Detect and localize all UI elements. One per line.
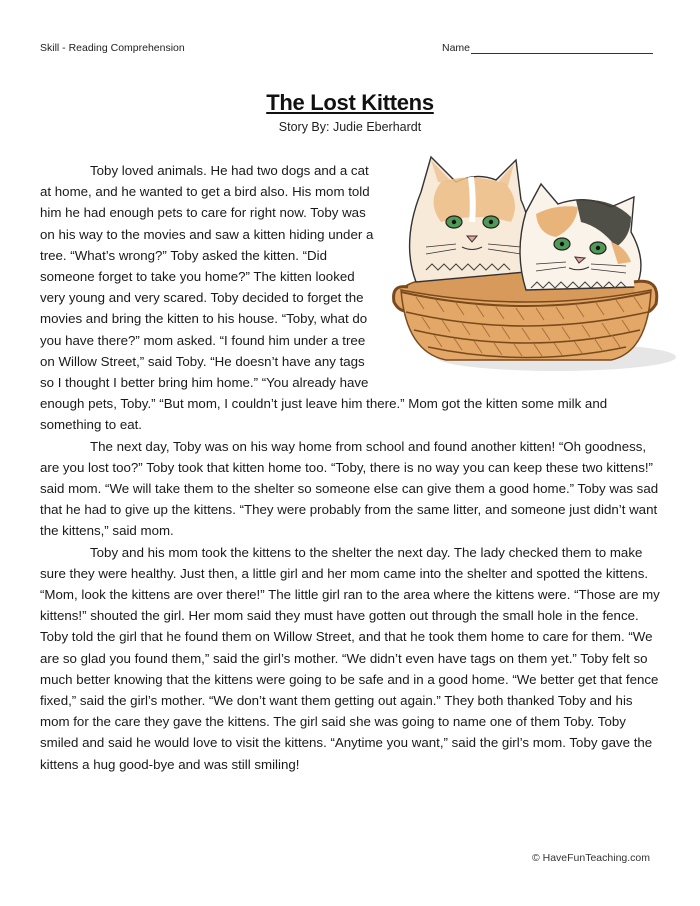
name-blank-line[interactable] [471, 42, 653, 54]
kittens-in-basket-illustration [386, 152, 676, 377]
copyright-footer: © HaveFunTeaching.com [531, 852, 650, 864]
story-paragraph-2: The next day, Toby was on his way home from school and found another kitten! “Oh goodness, are you lost too?” Toby took that kitten home too. “Toby, there is no way you can keep these two kittens!” said mom. “We will take them to the shelter so someone else can give them a good home.” Toby was sad that he had to give up the kittens. “They were probably from the same litter, and someone just didn’t want the kittens,” said mom. [40, 438, 659, 539]
name-label: Name [442, 42, 471, 54]
calico-kitten [520, 184, 641, 290]
name-field[interactable] [442, 42, 653, 54]
story-body [40, 160, 662, 775]
story-paragraph-3: Toby and his mom took the kittens to the shelter the next day. The lady checked them to make sure they were healthy. Just then, a little girl and her mom came into the shelter and spotted the kittens. “Mom, look the kittens are over there!” The little girl ran to the area where the kittens were. “Those are my kittens!” shouted the girl. Her mom said they must have gotten out through the small hole in the fence. Toby told the girl that he found them on Willow Street, and that he took them home to care for them. “We are so glad you found them,” said the girl’s mother. “We didn’t even have tags on them yet.” Toby felt so much better knowing that the kittens were going to be safe and in a good home. “We better get that fence fixed,” said the girl’s mother. “We don’t want them getting out again.” They both thanked Toby and his mom for the care they gave the kittens. The girl said she was going to name one of them Toby. Toby smiled and said he would love to visit the kittens. “Anytime you want,” said the girl’s mom. Toby gave the kittens a hug good-bye and was still smiling! [40, 544, 660, 772]
story-byline: Story By: Judie Eberhardt [278, 120, 422, 134]
skill-label: Skill - Reading Comprehension [40, 42, 185, 54]
story-paragraph-1: Toby loved animals. He had two dogs and a cat at home, and he wanted to get a bird also. His mom told him he had enough pets to care for right now. Toby was on his way to the movies and saw a kitten hiding under a tree. “What’s wrong?” Toby asked the kitten. “Did someone forget to take you home?” The kitten looked very young and very scared. Toby decided to forget the movies and bring the kitten to his house. “Toby, what do you have there?” mom asked. “I found him under a tree on Willow Street,” said Toby. “He doesn’t have any tags so I thought I better bring him home.” “You already have enough pets, Toby.” “But mom, I couldn’t just leave him there.” Mom got the kitten some milk and something to eat. [40, 163, 608, 433]
cream-kitten [410, 157, 530, 282]
story-title: The Lost Kittens [266, 90, 434, 115]
